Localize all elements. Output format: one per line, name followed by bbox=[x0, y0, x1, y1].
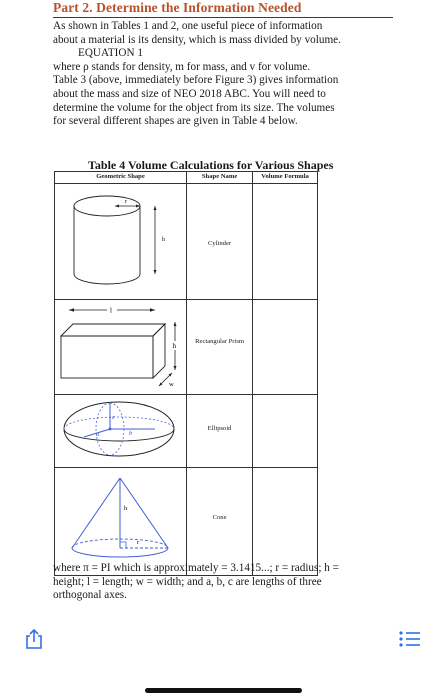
shape-name-cell bbox=[187, 395, 253, 468]
table-title: Table 4 Volume Calculations for Various Shapes bbox=[88, 158, 334, 172]
shape-name-cell bbox=[187, 184, 253, 300]
intro-line: about the mass and size of NEO 2018 ABC. You will need to bbox=[53, 87, 326, 100]
formula-cell[interactable] bbox=[253, 395, 318, 468]
list-icon bbox=[398, 630, 422, 648]
intro-line: for several different shapes are given in Table 4 below. bbox=[53, 115, 298, 128]
ellipsoid-diagram bbox=[55, 395, 186, 462]
shape-name-cell bbox=[187, 300, 253, 395]
rectangular-prism-diagram bbox=[55, 300, 186, 389]
variable-definitions bbox=[53, 562, 398, 603]
shape-cell bbox=[55, 468, 187, 576]
table-header: Shape Name bbox=[187, 172, 253, 184]
definition-line: height; l = length; w = width; and a, b, c are lengths of three bbox=[53, 575, 322, 588]
intro-line: As shown in Tables 1 and 2, one useful piece of information bbox=[53, 20, 323, 32]
heading-divider bbox=[53, 17, 393, 18]
table-header-row bbox=[55, 172, 318, 184]
height-label: h bbox=[162, 237, 165, 243]
definition-line: orthogonal axes. bbox=[53, 589, 127, 602]
axis-c-label: c bbox=[112, 414, 115, 421]
table-row bbox=[55, 300, 318, 395]
volume-table bbox=[54, 171, 318, 576]
formula-cell[interactable] bbox=[253, 184, 318, 300]
intro-line: determine the volume for the object from its size. The volumes bbox=[53, 101, 335, 114]
shape-name: Rectangular Prism bbox=[195, 338, 245, 345]
definition-line: where π = PI which is approximately = 3.1415...; r = radius; h = bbox=[53, 562, 339, 574]
list-button[interactable] bbox=[398, 630, 422, 653]
table-row bbox=[55, 184, 318, 300]
intro-paragraph bbox=[53, 20, 398, 129]
table-header: Geometric Shape bbox=[55, 172, 187, 184]
equation-label: EQUATION 1 bbox=[78, 47, 143, 60]
section-heading: Part 2. Determine the Information Needed bbox=[53, 0, 302, 15]
width-label: w bbox=[169, 381, 174, 388]
shape-name: Cylinder bbox=[208, 240, 232, 247]
height-label: h bbox=[124, 505, 128, 512]
shape-cell bbox=[55, 395, 187, 468]
shape-cell bbox=[55, 300, 187, 395]
cylinder-diagram bbox=[55, 184, 186, 294]
formula-cell[interactable] bbox=[253, 468, 318, 576]
radius-label: r bbox=[125, 199, 127, 205]
radius-label: r bbox=[137, 539, 140, 546]
intro-line: about a material is its density, which is mass divided by volume. bbox=[53, 33, 341, 46]
cone-diagram bbox=[55, 468, 186, 570]
table-row bbox=[55, 395, 318, 468]
length-label: l bbox=[110, 306, 112, 315]
intro-line: Table 3 (above, immediately before Figure 3) gives information bbox=[53, 74, 339, 87]
share-icon bbox=[24, 628, 44, 650]
home-indicator[interactable] bbox=[145, 688, 302, 693]
intro-line: where ρ stands for density, m for mass, and v for volume. bbox=[53, 60, 311, 73]
shape-name: Ellipsoid bbox=[207, 425, 232, 432]
axis-b-label: b bbox=[129, 430, 133, 437]
table-header: Volume Formula bbox=[253, 172, 318, 184]
share-button[interactable] bbox=[24, 628, 44, 655]
shape-name-cell bbox=[187, 468, 253, 576]
table-row bbox=[55, 468, 318, 576]
formula-cell[interactable] bbox=[253, 300, 318, 395]
axis-a-label: a bbox=[96, 431, 100, 438]
height-label: h bbox=[172, 342, 176, 350]
shape-cell bbox=[55, 184, 187, 300]
shape-name: Cone bbox=[212, 514, 227, 521]
